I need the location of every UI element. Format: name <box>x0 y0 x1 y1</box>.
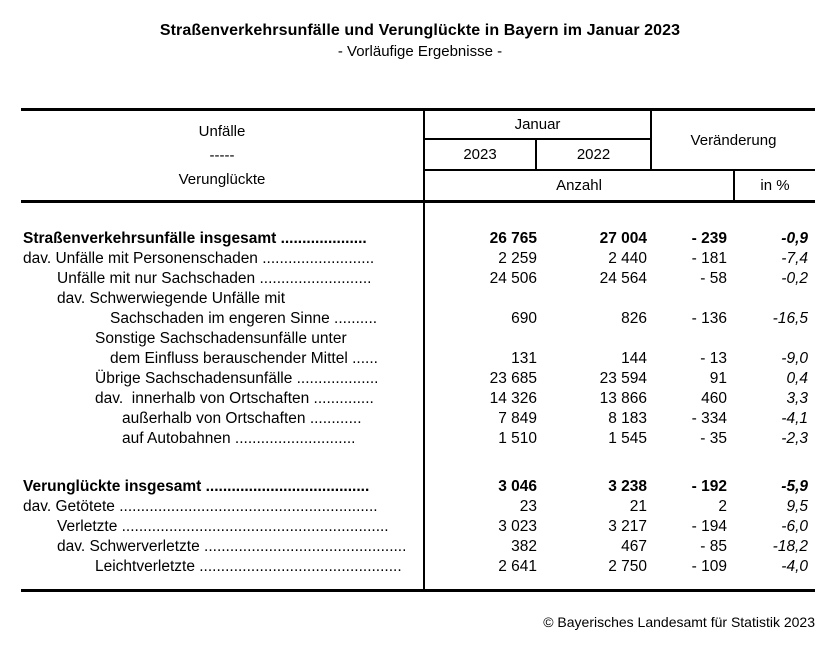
value-diff: - 85 <box>700 538 727 555</box>
row-label: Leichtverletzte ............................................... <box>21 557 425 577</box>
value-2023: 1 510 <box>498 430 537 447</box>
value-pct: -4,0 <box>781 558 808 575</box>
value-pct: 9,5 <box>786 498 808 515</box>
value-diff: 460 <box>701 390 727 407</box>
table-row <box>21 369 815 389</box>
table-row <box>21 537 815 557</box>
stub-header <box>21 111 425 200</box>
table-row <box>21 249 815 269</box>
value-2022: 23 594 <box>599 370 647 387</box>
page-title: Straßenverkehrsunfälle und Verunglückte in Bayern im Januar 2023 <box>159 22 681 39</box>
row-label: Sachschaden im engeren Sinne .......... <box>21 309 425 329</box>
row-label: dav. Schwerverletzte ............................................... <box>21 537 425 557</box>
value-diff: - 181 <box>691 250 727 267</box>
table-row <box>21 349 815 369</box>
value-2023 <box>425 289 537 309</box>
value-pct: -9,0 <box>781 350 808 367</box>
value-diff: - 192 <box>691 478 727 495</box>
table-row <box>21 429 815 449</box>
stub-header-unfaelle: Unfälle <box>198 122 246 140</box>
table-row <box>21 517 815 537</box>
table-row <box>21 269 815 289</box>
value-2022: 3 217 <box>608 518 647 535</box>
table-row <box>21 389 815 409</box>
value-2022: 2 750 <box>608 558 647 575</box>
row-label: Verletzte .............................................................. <box>21 517 425 537</box>
column-group-januar: Januar <box>425 111 650 140</box>
value-2022: 1 545 <box>608 430 647 447</box>
value-diff: - 35 <box>700 430 727 447</box>
table-row <box>21 289 815 309</box>
value-2023: 3 023 <box>498 518 537 535</box>
value-2023: 131 <box>511 350 537 367</box>
page-subtitle: - Vorläufige Ergebnisse - <box>337 43 503 60</box>
value-2022: 8 183 <box>608 410 647 427</box>
value-diff: - 13 <box>700 350 727 367</box>
value-pct: 0,4 <box>786 370 808 387</box>
spacer-row <box>21 449 815 477</box>
value-pct: -7,4 <box>781 250 808 267</box>
value-2023: 26 765 <box>489 230 537 247</box>
row-label: Straßenverkehrsunfälle insgesamt .................... <box>21 229 425 249</box>
table-row <box>21 309 815 329</box>
value-2023: 3 046 <box>498 478 537 495</box>
row-label: dem Einfluss berauschender Mittel ...... <box>21 349 425 369</box>
value-2023: 24 506 <box>489 270 537 287</box>
value-2022: 2 440 <box>608 250 647 267</box>
value-pct: -4,1 <box>781 410 808 427</box>
value-diff: - 58 <box>700 270 727 287</box>
value-pct: -18,2 <box>772 538 808 555</box>
value-2023: 2 259 <box>498 250 537 267</box>
value-2022: 3 238 <box>608 478 647 495</box>
value-diff: 2 <box>718 498 727 515</box>
value-diff: - 109 <box>691 558 727 575</box>
value-diff: - 239 <box>691 230 727 247</box>
row-label: Unfälle mit nur Sachschaden .......................... <box>21 269 425 289</box>
row-label: Übrige Sachschadensunfälle ................... <box>21 369 425 389</box>
value-2023 <box>425 329 537 349</box>
value-diff: - 136 <box>691 310 727 327</box>
statistics-table <box>21 108 815 592</box>
value-2023: 23 <box>519 498 537 515</box>
row-label: dav. Schwerwiegende Unfälle mit <box>21 289 425 309</box>
table-row <box>21 477 815 497</box>
unit-header-anzahl: Anzahl <box>556 177 602 194</box>
value-pct: 3,3 <box>786 390 808 407</box>
row-label: auf Autobahnen ............................ <box>21 429 425 449</box>
table-row <box>21 409 815 429</box>
table-row <box>21 497 815 517</box>
value-pct: -5,9 <box>781 478 808 495</box>
value-diff: - 334 <box>691 410 727 427</box>
value-2023: 23 685 <box>489 370 537 387</box>
table-row <box>21 229 815 249</box>
spacer-row <box>21 577 815 589</box>
table-header <box>21 108 815 203</box>
value-pct <box>733 329 815 349</box>
value-2022 <box>537 329 650 349</box>
row-label: Sonstige Sachschadensunfälle unter <box>21 329 425 349</box>
value-diff: - 194 <box>691 518 727 535</box>
value-2022: 21 <box>629 498 647 515</box>
value-2022 <box>537 289 650 309</box>
value-2023: 7 849 <box>498 410 537 427</box>
value-2023: 2 641 <box>498 558 537 575</box>
unit-header-percent: in % <box>733 171 815 200</box>
value-2022: 13 866 <box>599 390 647 407</box>
value-2022: 144 <box>621 350 647 367</box>
table-row <box>21 329 815 349</box>
column-header-2022: 2022 <box>537 140 650 171</box>
value-pct: -6,0 <box>781 518 808 535</box>
value-2022: 467 <box>621 538 647 555</box>
row-label: dav. Unfälle mit Personenschaden .......................... <box>21 249 425 269</box>
spacer-row <box>21 203 815 229</box>
value-diff <box>650 289 733 309</box>
value-pct: -2,3 <box>781 430 808 447</box>
row-label: dav. Getötete ............................................................ <box>21 497 425 517</box>
column-header-2023: 2023 <box>425 140 537 171</box>
table-body <box>21 203 815 592</box>
row-label: außerhalb von Ortschaften ............ <box>21 409 425 429</box>
stub-header-divider: ----- <box>209 146 235 164</box>
copyright-note: © Bayerisches Landesamt für Statistik 2023 <box>543 614 815 630</box>
column-group-veraenderung: Veränderung <box>650 111 815 171</box>
value-pct: -16,5 <box>772 310 808 327</box>
stub-header-verunglueckte: Verunglückte <box>178 170 266 188</box>
value-pct: -0,2 <box>781 270 808 287</box>
value-pct: -0,9 <box>781 230 808 247</box>
value-diff <box>650 329 733 349</box>
value-2022: 826 <box>621 310 647 327</box>
value-2023: 382 <box>511 538 537 555</box>
row-label: dav. innerhalb von Ortschaften .............. <box>21 389 425 409</box>
value-2022: 24 564 <box>599 270 647 287</box>
table-row <box>21 557 815 577</box>
value-pct <box>733 289 815 309</box>
value-2023: 14 326 <box>489 390 537 407</box>
value-2022: 27 004 <box>599 230 647 247</box>
row-label: Verunglückte insgesamt ...................................... <box>21 477 425 497</box>
value-2023: 690 <box>511 310 537 327</box>
value-diff: 91 <box>709 370 727 387</box>
